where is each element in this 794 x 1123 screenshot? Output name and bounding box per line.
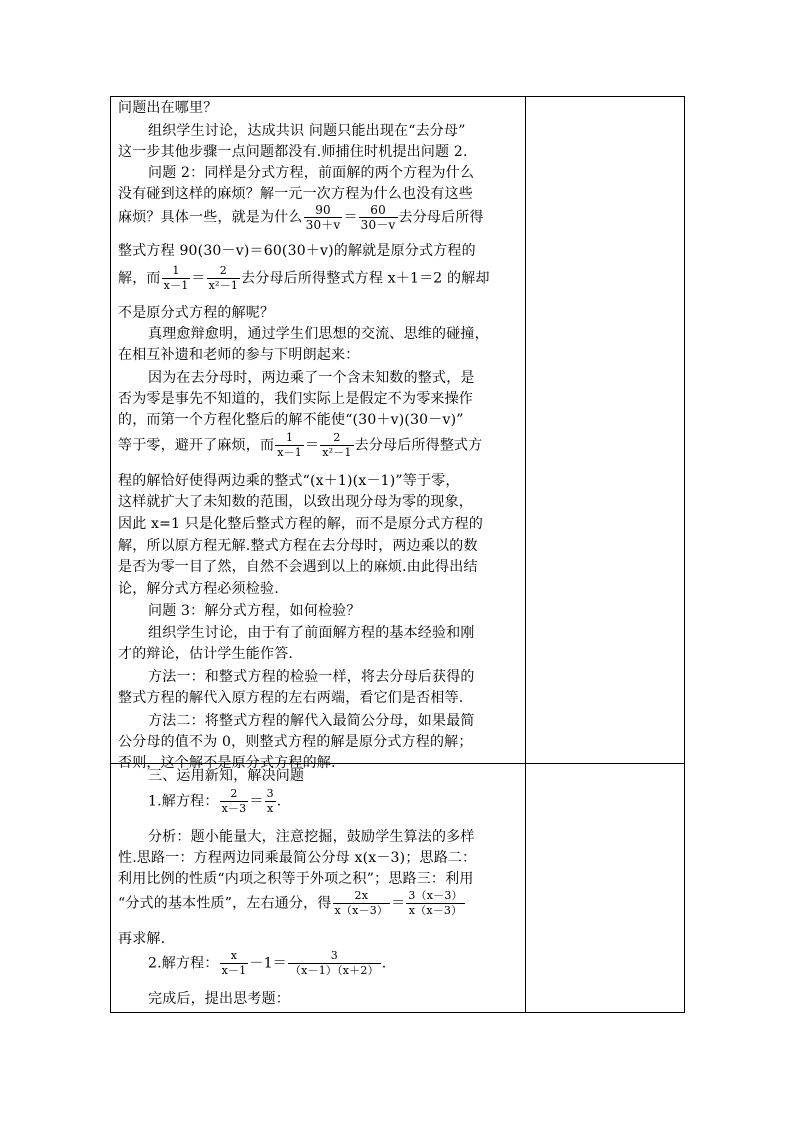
text-line: 问题出在哪里？ bbox=[118, 100, 218, 116]
text: 去分母后所得整式方程 x＋1＝2 的解却 bbox=[241, 270, 490, 287]
text-line: 否则，这个解不是原分式方程的解. bbox=[118, 755, 336, 771]
notes-cell-2 bbox=[526, 764, 686, 1014]
equals: ＝ bbox=[391, 895, 406, 912]
fraction bbox=[320, 431, 353, 460]
fraction-numerator: 2 bbox=[333, 431, 341, 444]
fraction-numerator: 1 bbox=[286, 431, 294, 444]
fraction bbox=[265, 787, 276, 816]
fraction-numerator: 3 bbox=[330, 949, 338, 962]
text-line: 这一步其他步骤一点问题都没有.师捕住时机提出问题 2. bbox=[118, 144, 468, 160]
equals: ＝ bbox=[305, 437, 320, 454]
fraction bbox=[275, 431, 304, 460]
fraction-denominator: （x－1）（x＋2） bbox=[289, 964, 379, 977]
fraction bbox=[333, 889, 391, 918]
text-line: 问题 2：同样是分式方程，前面解的两个方程为什么 bbox=[148, 165, 475, 181]
text-line: 解，所以原方程无解.整式方程在去分母时，两边乘以的数 bbox=[118, 538, 478, 554]
fraction bbox=[220, 787, 249, 816]
text: 1.解方程： bbox=[148, 793, 219, 810]
fraction-numerator: 2 bbox=[219, 264, 227, 277]
text-line: 分析：题小能量大，注意挖掘，鼓励学生算法的多样 bbox=[148, 829, 475, 845]
fraction-numerator: 90 bbox=[315, 203, 331, 217]
fraction-denominator: x²－1 bbox=[322, 446, 352, 459]
fraction bbox=[207, 264, 240, 293]
text-line: 方法二：将整式方程的解代入最简公分母，如果最简 bbox=[148, 713, 475, 729]
content-cell-1 bbox=[111, 97, 525, 771]
text-line-with-fraction bbox=[148, 949, 386, 978]
text-line: 整式方程 90(30－v)＝60(30＋v)的解就是原分式方程的 bbox=[118, 243, 476, 259]
equals: ＝ bbox=[191, 270, 206, 287]
text-line: 论，解分式方程必须检验. bbox=[118, 581, 279, 597]
text-line: 这样就扩大了未知数的范围，以致出现分母为零的现象， bbox=[118, 494, 473, 510]
text: 麻烦？具体一些，就是为什么 bbox=[118, 209, 303, 226]
fraction-numerator: 2x bbox=[354, 889, 369, 902]
notes-cell-1 bbox=[526, 97, 686, 763]
text: 等于零，避开了麻烦，而 bbox=[118, 437, 275, 454]
fraction bbox=[288, 949, 381, 978]
text-line: 利用比例的性质“内项之积等于外项之积”；思路三：利用 bbox=[118, 871, 474, 887]
lesson-table bbox=[110, 96, 685, 1013]
text-line: 方法一：和整式方程的检验一样，将去分母后获得的 bbox=[148, 669, 475, 685]
text-line: 不是原分式方程的解呢？ bbox=[118, 305, 275, 321]
text-line: 真理愈辩愈明，通过学生们思想的交流、思维的碰撞， bbox=[148, 326, 489, 342]
text: “分式的基本性质”，左右通分，得 bbox=[118, 895, 332, 912]
text-line: 在相互补遗和老师的参与下明朗起来： bbox=[118, 347, 360, 363]
fraction-denominator: x－1 bbox=[163, 279, 189, 292]
fraction bbox=[162, 264, 191, 293]
fraction-denominator: x²－1 bbox=[208, 279, 239, 292]
text-line-with-fraction bbox=[148, 787, 281, 816]
fraction-numerator: 3 bbox=[266, 787, 274, 800]
text-line: 问题 3：解分式方程，如何检验？ bbox=[148, 603, 361, 619]
text-line: 因为在去分母时，两边乘了一个含未知数的整式，是 bbox=[148, 370, 475, 386]
fraction bbox=[220, 949, 249, 978]
fraction-denominator: x－3 bbox=[221, 802, 247, 815]
fraction-numerator: x bbox=[230, 949, 238, 962]
fraction bbox=[406, 889, 464, 918]
fraction-denominator: x（x－3） bbox=[334, 904, 389, 917]
text-line: 因此 x=1 只是化整后整式方程的解，而不是原分式方程的 bbox=[118, 516, 484, 532]
fraction-denominator: 30＋v bbox=[305, 218, 341, 232]
fraction-numerator: 60 bbox=[370, 203, 386, 217]
text-line: 组织学生讨论，由于有了前面解方程的基本经验和刚 bbox=[148, 625, 475, 641]
text-line-with-fraction bbox=[118, 431, 482, 460]
text: 去分母后所得整式方 bbox=[354, 437, 483, 454]
text-line: 完成后，提出思考题： bbox=[148, 991, 290, 1007]
text-line: 的，而第一个方程化整后的解不能使“(30＋v)(30－v)” bbox=[118, 412, 464, 428]
text-line: 组织学生讨论，达成共识 问题只能出现在“去分母” bbox=[148, 123, 466, 139]
text-line: 整式方程的解代入原方程的左右两端，看它们是否相等. bbox=[118, 690, 464, 706]
text: 去分母后所得 bbox=[398, 209, 484, 226]
text: 2.解方程： bbox=[148, 955, 219, 972]
fraction bbox=[304, 203, 343, 232]
text: －1＝ bbox=[249, 955, 287, 972]
section-heading: 三、运用新知，解决问题 bbox=[148, 768, 305, 784]
text-line: 再求解. bbox=[118, 931, 166, 947]
text: . bbox=[381, 955, 387, 972]
text-line: 否为零是事先不知道的，我们实际上是假定不为零来操作 bbox=[118, 391, 473, 407]
fraction-denominator: 30－v bbox=[360, 218, 396, 232]
text-line: 是否为零一目了然，自然不会遇到以上的麻烦.由此得出结 bbox=[118, 559, 478, 575]
fraction-numerator: 3（x－3） bbox=[408, 889, 463, 902]
text-line: 性.思路一：方程两边同乘最简公分母 x(x－3)；思路二： bbox=[118, 850, 477, 866]
text-line-with-fraction bbox=[118, 203, 484, 232]
text-line: 程的解恰好使得两边乘的整式“(x＋1)(x－1)”等于零， bbox=[118, 473, 460, 489]
text-line-with-fraction bbox=[118, 889, 466, 918]
fraction-denominator: x－1 bbox=[277, 446, 303, 459]
text: . bbox=[276, 793, 282, 810]
equals: ＝ bbox=[249, 793, 264, 810]
fraction-denominator: x（x－3） bbox=[406, 903, 464, 918]
text-line: 才的辩论，估计学生能作答. bbox=[118, 646, 294, 662]
text: 解，而 bbox=[118, 270, 161, 287]
fraction-numerator: 1 bbox=[172, 264, 180, 277]
fraction-denominator: x bbox=[265, 801, 276, 816]
fraction bbox=[359, 203, 398, 232]
fraction-numerator: 2 bbox=[230, 787, 238, 800]
content-cell-2 bbox=[111, 764, 525, 1014]
equals: ＝ bbox=[343, 209, 358, 226]
text-line-with-fraction bbox=[118, 264, 490, 293]
fraction-denominator: x－1 bbox=[221, 964, 247, 977]
text-line: 公分母的值不为 0，则整式方程的解是原分式方程的解； bbox=[118, 734, 473, 750]
text-line: 没有碰到这样的麻烦？解一元一次方程为什么也没有这些 bbox=[118, 186, 473, 202]
